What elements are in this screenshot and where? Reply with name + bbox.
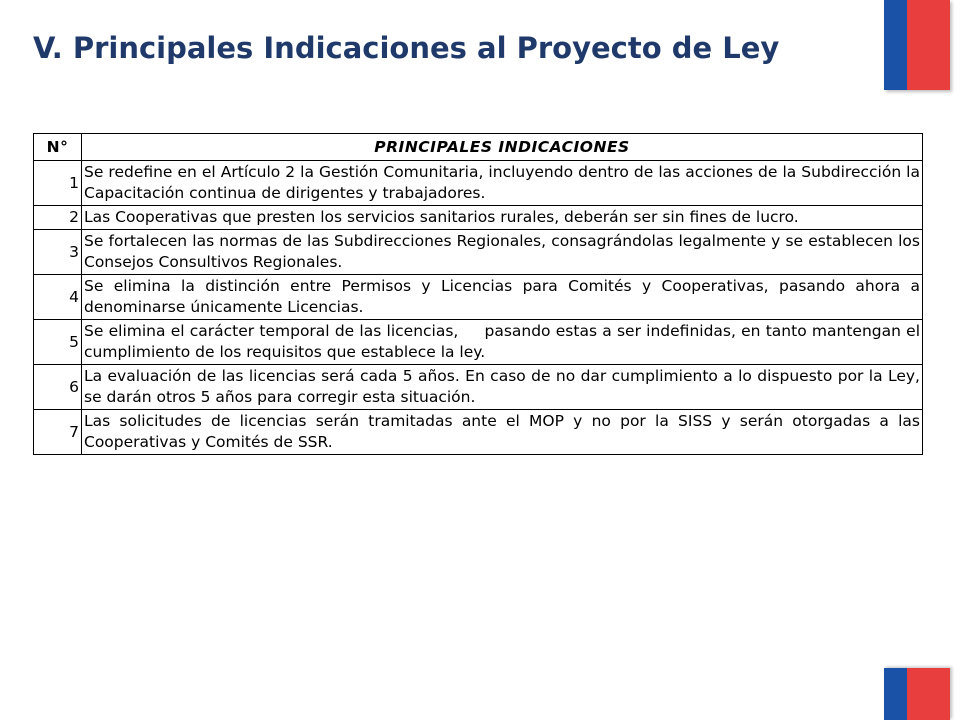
flag-blue-band — [884, 668, 907, 720]
header-indications: PRINCIPALES INDICACIONES — [82, 134, 923, 161]
table-row — [34, 410, 923, 455]
row-indication: Se elimina el carácter temporal de las licencias, pasando estas a ser indefinidas, en tanto mantengan el cumplimiento de los requisitos que establece la ley. — [82, 320, 923, 365]
table-row — [34, 365, 923, 410]
flag-blue-band — [884, 0, 907, 90]
row-indication: La evaluación de las licencias será cada 5 años. En caso de no dar cumplimiento a lo dispuesto por la Ley, se darán otros 5 años para corregir esta situación. — [82, 365, 923, 410]
row-number: 3 — [34, 230, 82, 275]
indications-table — [33, 133, 923, 455]
table-row — [34, 320, 923, 365]
row-number: 2 — [34, 206, 82, 230]
row-number: 5 — [34, 320, 82, 365]
table-row — [34, 275, 923, 320]
table-row — [34, 230, 923, 275]
row-indication: Las solicitudes de licencias serán tramitadas ante el MOP y no por la SISS y serán otorgadas a las Cooperativas y Comités de SSR. — [82, 410, 923, 455]
chile-flag-stripe-top — [884, 0, 950, 90]
row-number: 1 — [34, 161, 82, 206]
row-indication: Se redefine en el Artículo 2 la Gestión Comunitaria, incluyendo dentro de las acciones de la Subdirección la Capacitación continua de dirigentes y trabajadores. — [82, 161, 923, 206]
flag-red-band — [907, 0, 950, 90]
flag-red-band — [907, 668, 950, 720]
header-number: N° — [34, 134, 82, 161]
table-row — [34, 206, 923, 230]
chile-flag-stripe-bottom — [884, 668, 950, 720]
row-indication: Se fortalecen las normas de las Subdirecciones Regionales, consagrándolas legalmente y se establecen los Consejos Consultivos Regionales. — [82, 230, 923, 275]
table-header-row — [34, 134, 923, 161]
table-row — [34, 161, 923, 206]
row-number: 6 — [34, 365, 82, 410]
row-number: 4 — [34, 275, 82, 320]
row-number: 7 — [34, 410, 82, 455]
page-title: V. Principales Indicaciones al Proyecto de Ley — [33, 31, 780, 65]
row-indication: Se elimina la distinción entre Permisos y Licencias para Comités y Cooperativas, pasando ahora a denominarse únicamente Licencias. — [82, 275, 923, 320]
row-indication: Las Cooperativas que presten los servicios sanitarios rurales, deberán ser sin fines de lucro. — [82, 206, 923, 230]
